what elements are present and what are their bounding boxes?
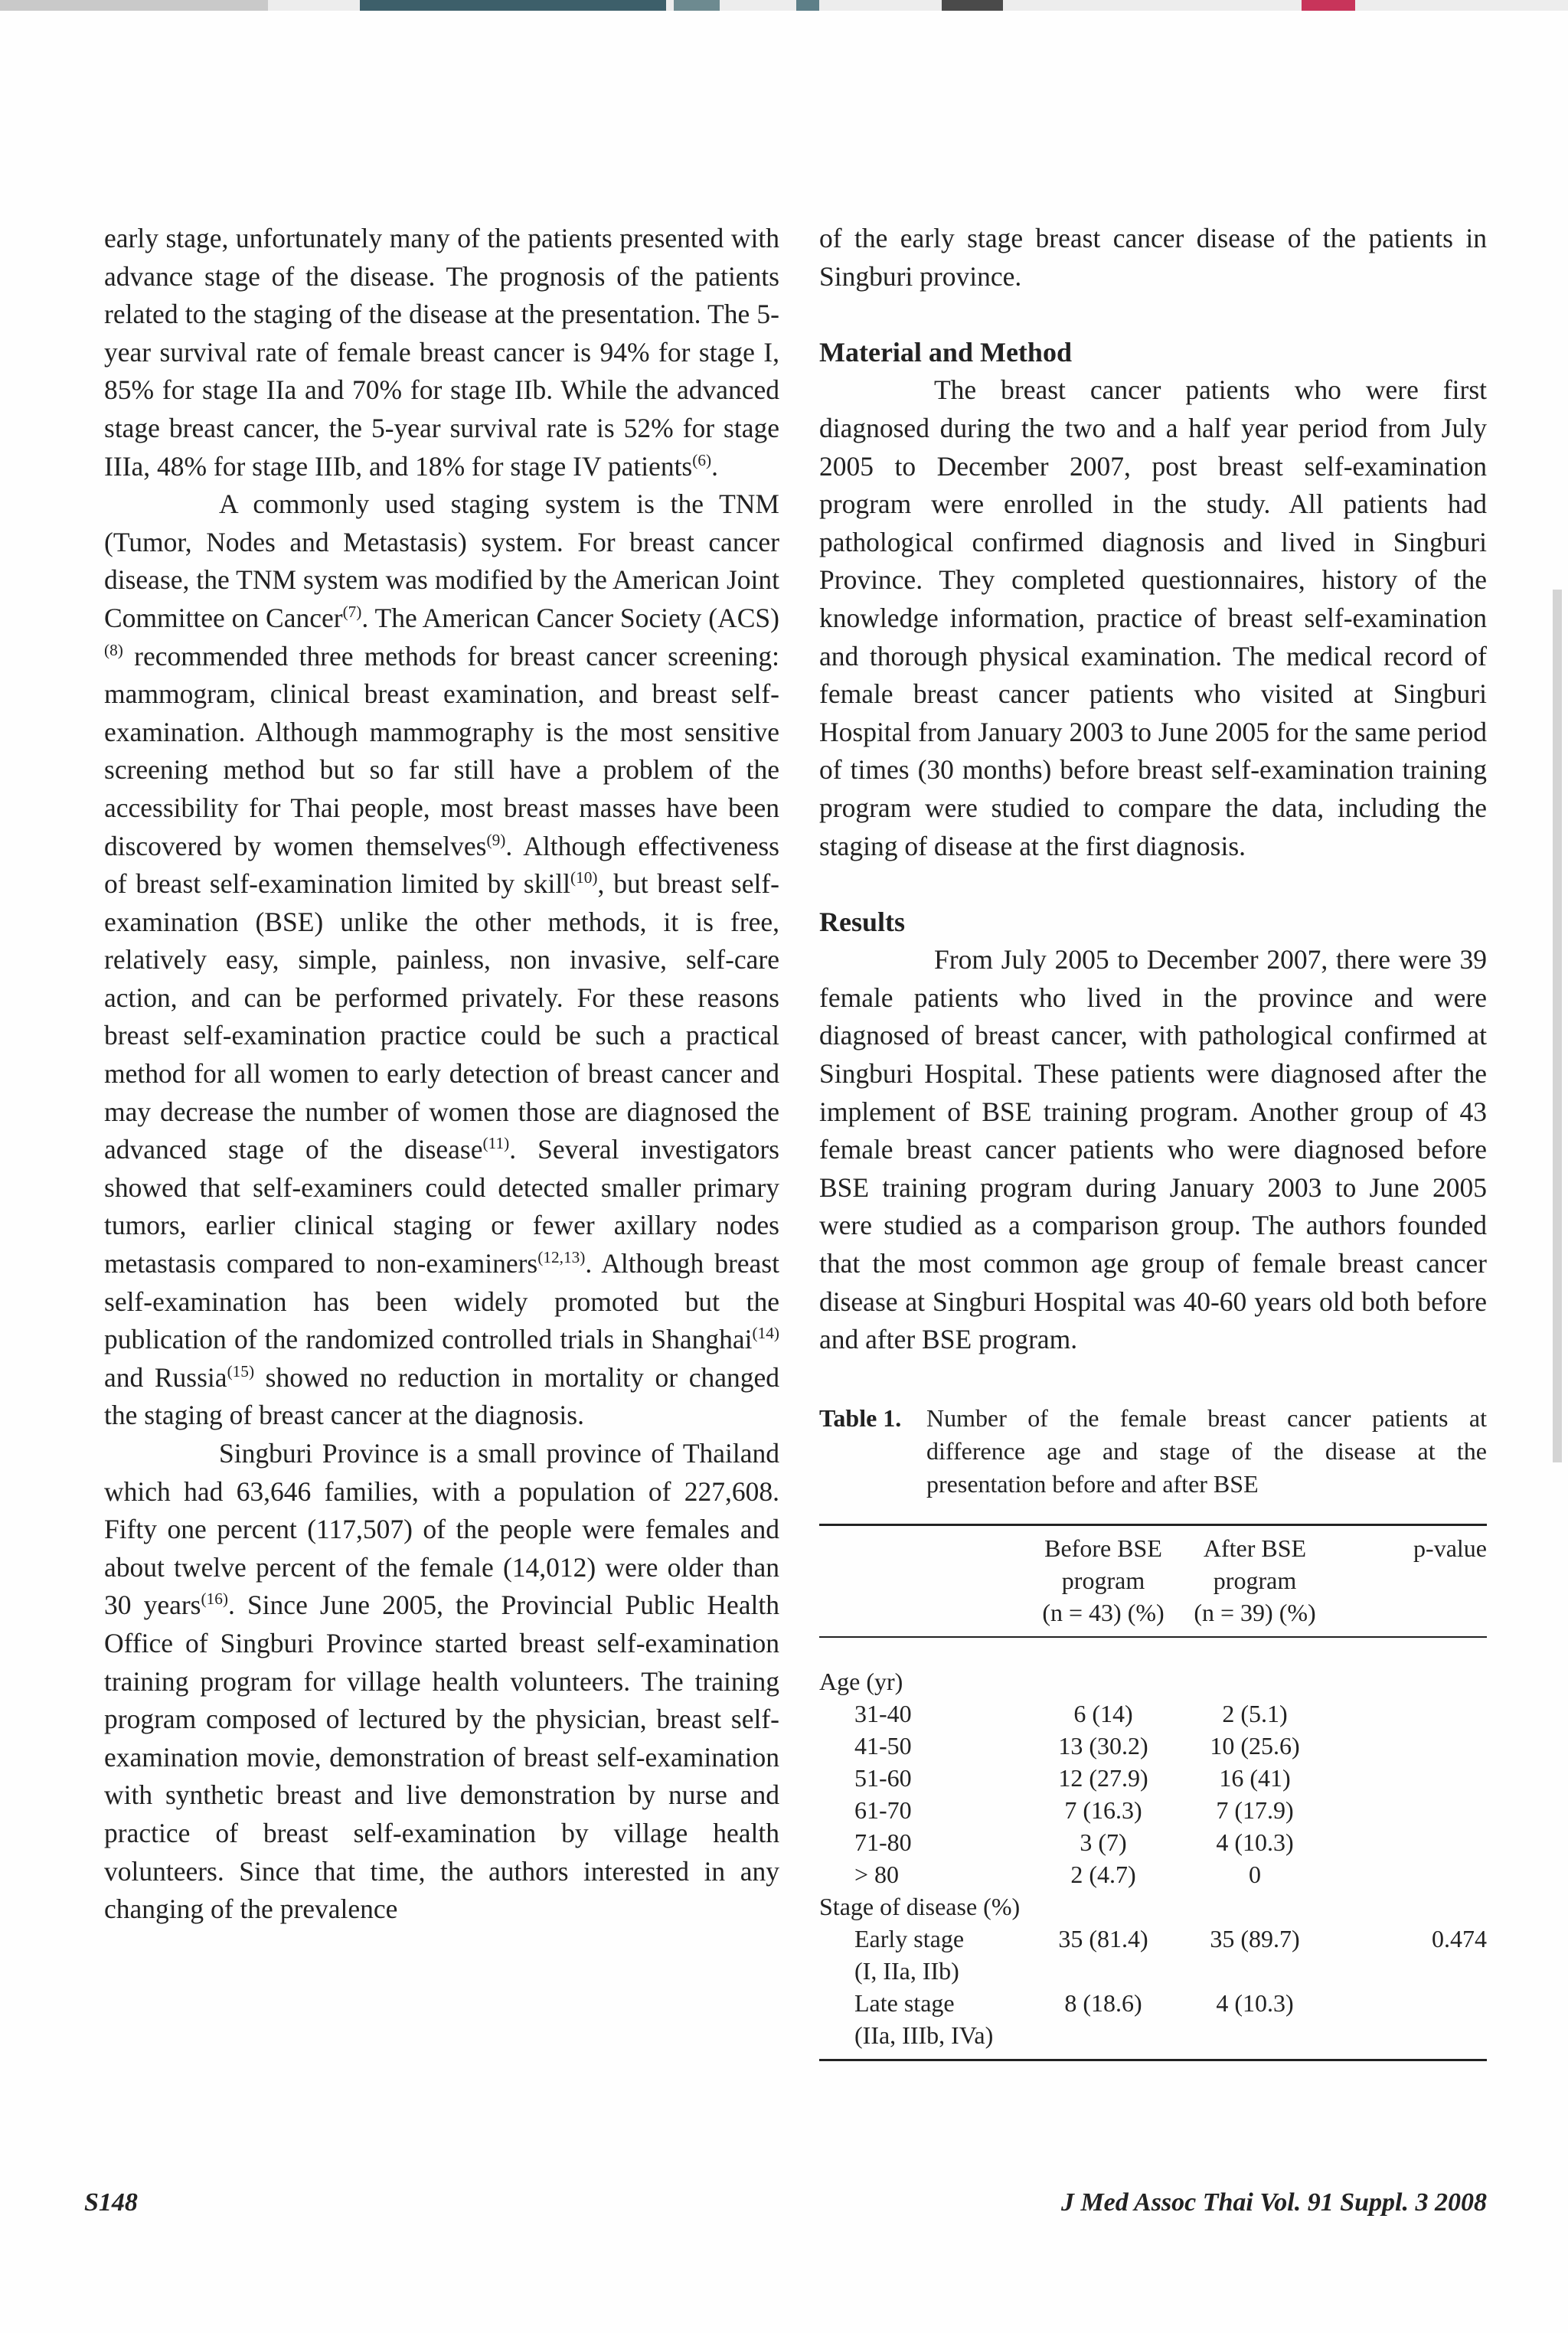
paragraph-prognosis: early stage, unfortunately many of the patients presented with advance stage of the disease. The prognosis of the patients related to the staging of the disease at the presentation. The 5-year survival rate of female breast cancer is 94% for stage I, 85% for stage IIa and 70% for stage IIb. While the advanced stage breast cancer, the 5-year survival rate is 52% for stage IIIa, 48% for stage IIIb, and 18% for stage IV patients$^{(6)}$. xyxy=(104,223,779,482)
table-row: 51-60 12 (27.9) 16 (41) xyxy=(854,1763,1291,1792)
table-row: Early stage (I, IIa, IIb) 35 (81.4) 35 (89.7) 0.474 xyxy=(854,1924,1487,1985)
page-number: S148 xyxy=(84,2188,138,2217)
scan-strip-mark xyxy=(0,0,268,11)
section-heading-methods: Material and Method xyxy=(819,336,1072,368)
table-header-cell xyxy=(819,1532,1027,1629)
table-header-cell: After BSE program (n = 39) (%) xyxy=(1194,1534,1316,1626)
table-header-cell: Before BSE program (n = 43) (%) xyxy=(1042,1534,1165,1626)
table-body xyxy=(819,1638,1487,2059)
table-row: 71-80 3 (7) 4 (10.3) xyxy=(854,1828,1294,1856)
scan-strip-mark xyxy=(942,0,1003,11)
table-header-cell: p-value xyxy=(1413,1534,1487,1562)
scan-strip-mark xyxy=(1302,0,1355,11)
paragraph-singburi: Singburi Province is a small province of Thailand which had 63,646 families, with a population of 227,608. Fifty one percent (117,507) of the people were females and about twelve percent of the female (14,012) were older than 30 years$^{(16)}$. Since June 2005, the Provincial Public Health Office of Singburi Province started breast self-examination training program for village health volunteers. The training program composed of lectured by the physician, breast self-examination movie, demonstration of breast self-examination with synthetic breast and live demonstration by nurse and practice of breast self-examination by village health volunteers. Since that time, the authors interested in any changing of the prevalence xyxy=(104,1438,779,1925)
table-row: Stage of disease (%) xyxy=(819,1892,1021,1920)
right-column xyxy=(819,220,1487,2061)
scan-top-strip xyxy=(0,0,1568,11)
scan-strip-mark xyxy=(796,0,819,11)
table-row: Late stage (IIa, IIIb, IVa) 8 (18.6) 4 (10.3) xyxy=(854,1988,1294,2049)
table-row: 61-70 7 (16.3) 7 (17.9) xyxy=(854,1795,1294,1824)
table-header xyxy=(819,1526,1487,1638)
table-row: 31-40 6 (14) 2 (5.1) xyxy=(854,1699,1288,1727)
journal-citation: J Med Assoc Thai Vol. 91 Suppl. 3 2008 xyxy=(1060,2188,1487,2217)
table-row: 41-50 13 (30.2) 10 (25.6) xyxy=(854,1731,1300,1760)
table-label: Table 1. xyxy=(819,1403,902,1432)
table-caption xyxy=(819,1402,1487,1501)
scan-strip-mark xyxy=(674,0,720,11)
table-caption-text: Number of the female breast cancer patients at difference age and stage of the disease at the presentation before and after BSE xyxy=(926,1403,1487,1498)
table-row: Age (yr) xyxy=(819,1667,903,1695)
paragraph-methods: The breast cancer patients who were first diagnosed during the two and a half year period from July 2005 to December 2007, post breast self-examination program were enrolled in the study. All patients had pathological confirmed diagnosis and lived in Singburi Province. They completed questionnaires, history of the knowledge information, practice of breast self-examination and thorough physical examination. The medical record of female breast cancer patients who visited at Singburi Hospital from January 2003 to June 2005 for the same period of times (30 months) before breast self-examination training program were studied to compare the data, including the staging of disease at the first diagnosis. xyxy=(819,374,1487,861)
scan-side-bar xyxy=(1553,590,1562,1462)
scan-strip-mark xyxy=(360,0,666,11)
section-heading-results: Results xyxy=(819,906,906,937)
paragraph-continuation: of the early stage breast cancer disease of the patients in Singburi province. xyxy=(819,223,1487,292)
table-row: > 80 2 (4.7) 0 xyxy=(854,1860,1261,1888)
paragraph-tnm-screening: A commonly used staging system is the TNM (Tumor, Nodes and Metastasis) system. For breast cancer disease, the TNM system was modified by the American Joint Committee on Cancer$^{(7)}$. The American Cancer Society (ACS)$^{(8)}$ recommended three methods for breast cancer screening: mammogram, clinical breast examination, and breast self-examination. Although mammography is the most sensitive screening method but so far still have a problem of the accessibility for Thai people, most breast masses have been discovered by women themselves$^{(9)}$. Although effectiveness of breast self-examination limited by skill$^{(10)}$, but breast self-examination (BSE) unlike the other methods, it is free, relatively easy, simple, painless, non invasive, self-care action, and can be performed privately. For these reasons breast self-examination practice could be such a practical method for all women to early detection of breast cancer and may decrease the number of women those are diagnosed the advanced stage of the disease$^{(11)}$. Several investigators showed that self-examiners could detected smaller primary tumors, earlier clinical staging or fewer axillary nodes metastasis compared to non-examiners$^{(12,13)}$. Although breast self-examination has been widely promoted but the publication of the randomized controlled trials in Shanghai$^{(14)}$ and Russia$^{(15)}$ showed no reduction in mortality or changed the staging of breast cancer at the diagnosis. xyxy=(104,488,780,1431)
left-column xyxy=(104,220,779,1929)
table-1 xyxy=(819,1524,1487,2061)
paragraph-results: From July 2005 to December 2007, there were 39 female patients who lived in the province and were diagnosed of breast cancer, with pathological confirmed at Singburi Hospital. These patients were diagnosed after the implement of BSE training program. Another group of 43 female breast cancer patients who were diagnosed before BSE training program during January 2003 to June 2005 were studied as a comparison group. The authors founded that the most common age group of female breast cancer disease at Singburi Hospital was 40-60 years old both before and after BSE program. xyxy=(819,944,1487,1355)
